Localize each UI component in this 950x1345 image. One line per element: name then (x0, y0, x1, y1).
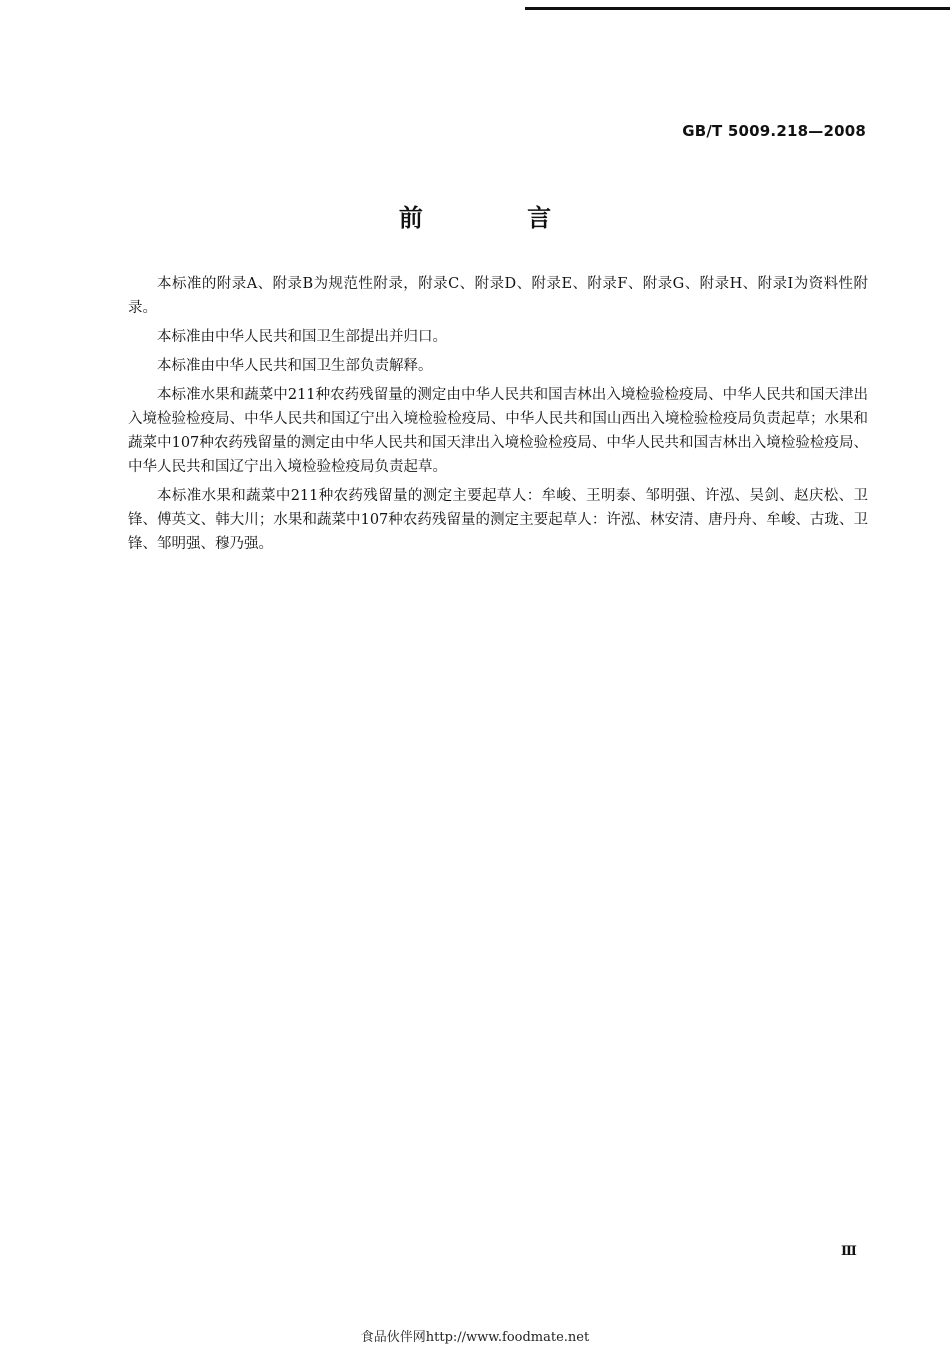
page-number: Ⅲ (841, 1244, 856, 1259)
paragraph-proposer: 本标准由中华人民共和国卫生部提出并归口。 (157, 329, 447, 345)
foreword-body (128, 272, 868, 561)
top-rule (525, 7, 950, 10)
paragraph-drafting-units: 本标准水果和蔬菜中211种农药残留量的测定由中华人民共和国吉林出入境检验检疫局、中华人民共和国天津出入境检验检疫局、中华人民共和国辽宁出入境检验检疫局、中华人民共和国山西出入境检验检疫局负责起草；水果和蔬菜中107种农药残留量的测定由中华人民共和国天津出入境检验检疫局、中华人民共和国吉林出入境检验检疫局、中华人民共和国辽宁出入境检验检疫局负责起草。 (128, 387, 868, 475)
standard-code: GB/T 5009.218—2008 (682, 122, 866, 140)
page-title: 前 言 (398, 204, 600, 232)
paragraph-interpretation: 本标准由中华人民共和国卫生部负责解释。 (157, 358, 433, 374)
paragraph-drafters: 本标准水果和蔬菜中211种农药残留量的测定主要起草人：牟峻、王明泰、邹明强、许泓、吴剑、赵庆松、卫锋、傅英文、韩大川；水果和蔬菜中107种农药残留量的测定主要起草人：许泓、林安清、唐丹舟、牟峻、古珑、卫锋、邹明强、穆乃强。 (128, 488, 868, 552)
footer-watermark: 食品伙伴网http://www.foodmate.net (360, 1330, 590, 1345)
paragraph-appendix: 本标准的附录A、附录B为规范性附录，附录C、附录D、附录E、附录F、附录G、附录H、附录I为资料性附录。 (128, 276, 868, 316)
